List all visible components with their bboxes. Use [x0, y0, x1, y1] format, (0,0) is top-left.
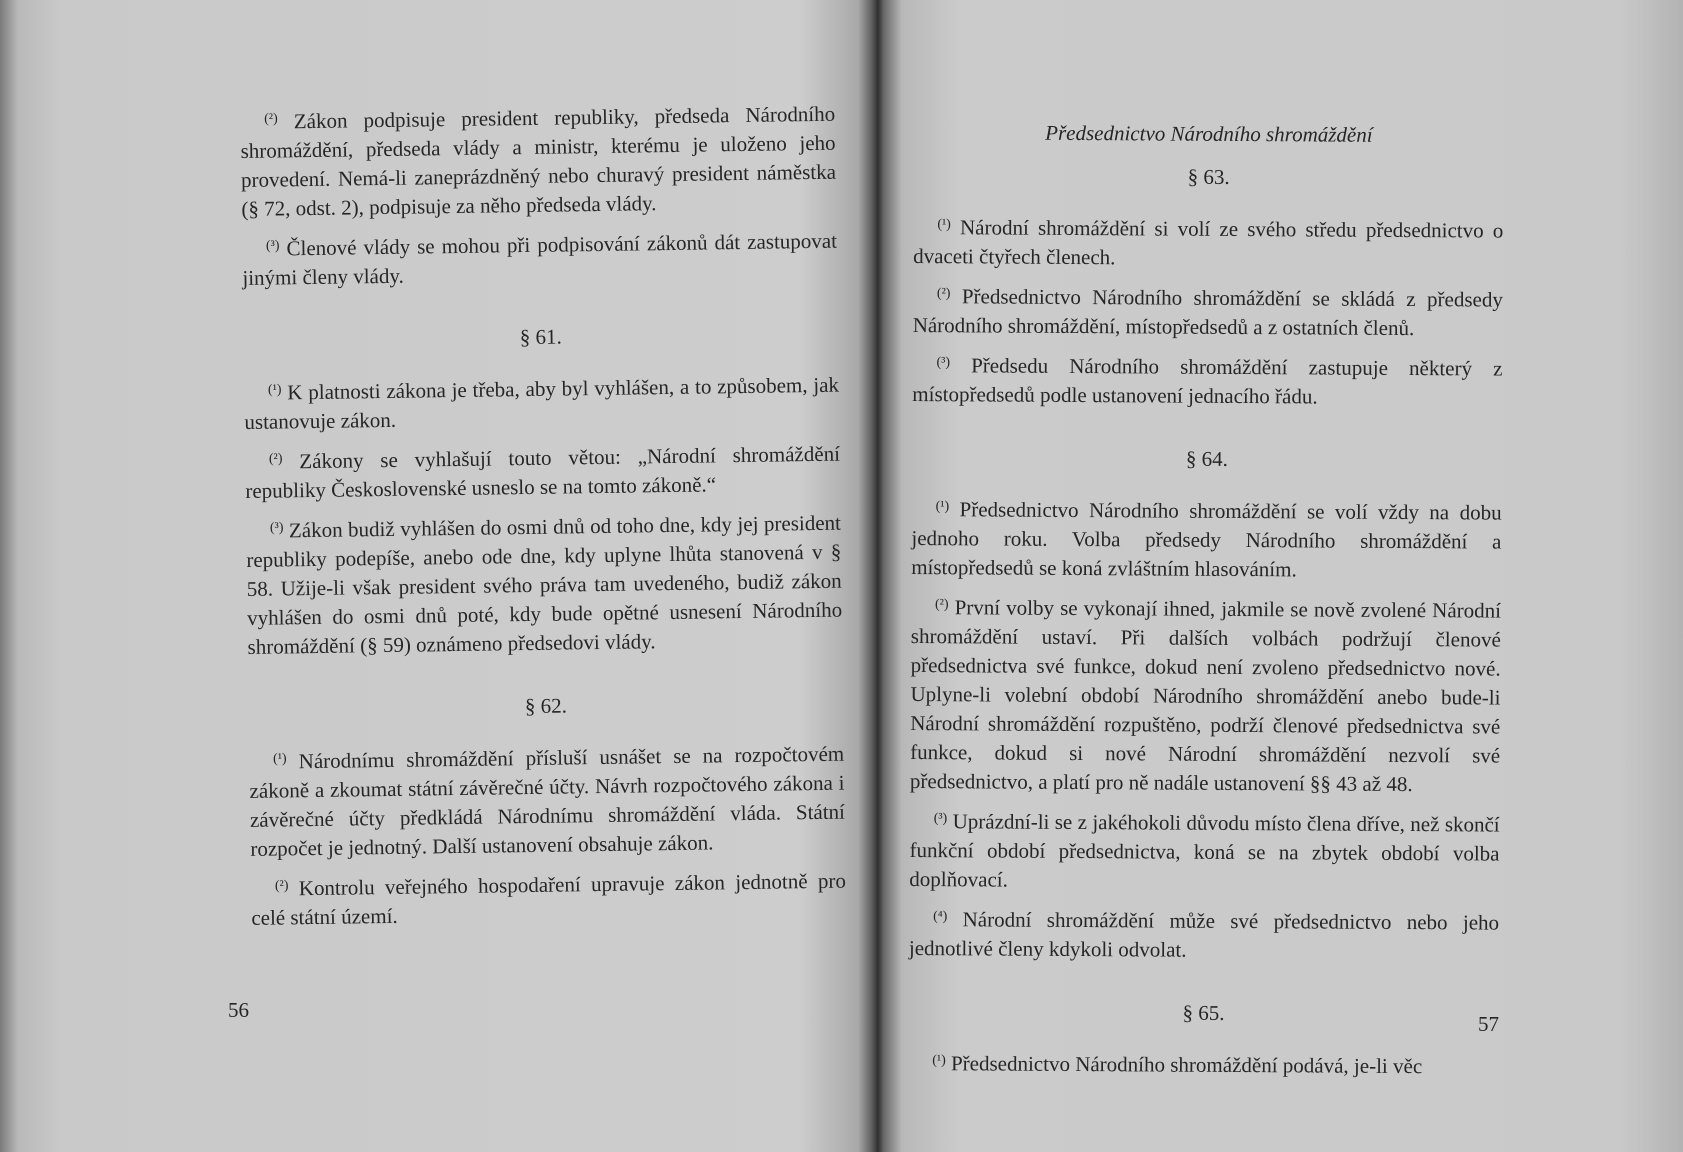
paragraph — [909, 804, 1500, 898]
paragraph-text: Národnímu shromáždění přísluší usnášet se na rozpočtovém zákoně a zkoumat státní závěrečné účty. Návrh rozpočtového zákona i závěrečné účty předkládá Národnímu shromáždění vláda. Státní rozpočet je jednotný. Další ustanovení obsahuje zákon. — [249, 741, 846, 861]
paragraph-text: Národní shromáždění může své předsednictvo nebo jeho jednotlivé členy kdykoli odvolat. — [908, 907, 1500, 962]
paragraph-text: Předsednictvo Národního shromáždění se volí vždy na dobu jednoho roku. Volba předsedy Národního shromáždění a místopředsedů se koná zvláštním hlasováním. — [911, 497, 1502, 582]
page-number-left: 56 — [228, 998, 249, 1022]
paragraph-number: (³) — [265, 238, 280, 254]
paragraph-text: První volby se vykonají ihned, jakmile se nově zvolené Národní shromáždění ustaví. Při dalších volbách podržují členové předsednictva své funkce, dokud není zvoleno předsednictvo nové. Uplyne-li volební období Národního shromáždění anebo bude-li Národní shromáždění rozpuštěno, podrží členové předsednictva své funkce, dokud si nové Národní shromáždění nezvolí své předsednictvo, a platí pro ně nadále ustanovení §§ 43 až 48. — [909, 595, 1502, 797]
paragraph — [251, 864, 847, 933]
paragraph — [246, 506, 843, 662]
paragraph-text: Zákon budiž vyhlášen do osmi dnů od toho dne, kdy jej president republiky podepíše, anebo ode dne, kdy uplyne lhůta stanovená v § 58. Užije-li však president svého práva tam uvedeného, budiž zákon vyhlášen do osmi dnů poté, kdy bude opětné usnesení Národního shromáždění (§ 59) oznámeno předsedovi vlády. — [246, 510, 843, 659]
paragraph-number: (⁴) — [933, 909, 948, 925]
section-heading-64: § 64. — [1185, 446, 1228, 471]
paragraph-number: (²) — [274, 878, 289, 894]
paragraph-number: (¹) — [273, 751, 287, 767]
paragraph — [913, 210, 1503, 275]
paragraph — [911, 492, 1502, 586]
paragraph-text: Členové vlády se mohou při podpisování zákonů dát zastupovat jinými členy vlády. — [242, 228, 838, 290]
section-heading-63: § 63. — [1187, 164, 1230, 189]
section-heading-65: § 65. — [1182, 1000, 1225, 1025]
paragraph-number: (³) — [936, 355, 951, 371]
paragraph-text: Předsednictvo Národního shromáždění se skládá z předsedy Národního shromáždění, místopředsedů a z ostatních členů. — [912, 284, 1503, 341]
paragraph-number: (¹) — [267, 382, 282, 398]
paragraph-number: (¹) — [935, 499, 950, 515]
paragraph-text: K platnosti zákona je třeba, aby byl vyhlášen, a to způsobem, jak ustanovuje zákon. — [244, 372, 840, 434]
paragraph-number: (³) — [269, 520, 284, 536]
paragraph-number: (³) — [933, 811, 948, 827]
paragraph — [909, 902, 1499, 967]
paragraph-number: (²) — [934, 597, 949, 613]
paragraph-number: (²) — [936, 286, 951, 302]
paragraph-text: Předsednictvo Národního shromáždění podává, je-li věc — [950, 1051, 1423, 1079]
paragraph — [908, 1046, 1498, 1082]
paragraph — [244, 368, 840, 437]
paragraph-text: Zákon podpisuje president republiky, předseda Národního shromáždění, předseda vlády a ministr, kterému je uloženo jeho provedení. Nemá-li zaneprázdněný nebo churavý president náměstka (§ 72, odst. 2), podpisuje za něho předseda vlády. — [240, 101, 837, 221]
paragraph-text: Zákony se vyhlašují touto větou: „Národní shromáždění republiky Československé usneslo se na tomto zákoně.“ — [245, 441, 841, 503]
section-heading-62: § 62. — [524, 693, 568, 719]
right-page — [884, 0, 1683, 1152]
paragraph-number: (²) — [268, 451, 283, 467]
paragraph — [245, 437, 841, 506]
paragraph-text: Předsedu Národního shromáždění zastupuje některý z místopředsedů podle ustanovení jednacího řádu. — [912, 353, 1503, 409]
right-text-block — [908, 118, 1504, 1090]
paragraph — [913, 279, 1503, 344]
paragraph-number: (¹) — [937, 217, 951, 233]
left-text-block — [240, 97, 847, 941]
paragraph — [240, 97, 837, 224]
paragraph-number: (²) — [264, 111, 278, 127]
paragraph — [912, 348, 1502, 413]
paragraph-text: Uprázdní-li se z jakéhokoli důvodu místo člena dříve, než skončí funkční období předsednictva, koná se na zbytek období volba doplňovací. — [909, 809, 1500, 892]
paragraph — [910, 590, 1501, 800]
paragraph-text: Národní shromáždění si volí ze svého středu předsednictvo o dvaceti čtyřech členech. — [913, 215, 1504, 270]
page-number-right: 57 — [1478, 1012, 1499, 1036]
section-heading-61: § 61. — [519, 324, 562, 350]
paragraph-text: Kontrolu veřejného hospodaření upravuje zákon jednotně pro celé státní území. — [251, 868, 847, 930]
paragraph — [242, 224, 838, 293]
chapter-title: Předsednictvo Národního shromáždění — [1045, 120, 1373, 147]
paragraph — [249, 737, 846, 864]
paragraph-number: (¹) — [932, 1053, 946, 1069]
